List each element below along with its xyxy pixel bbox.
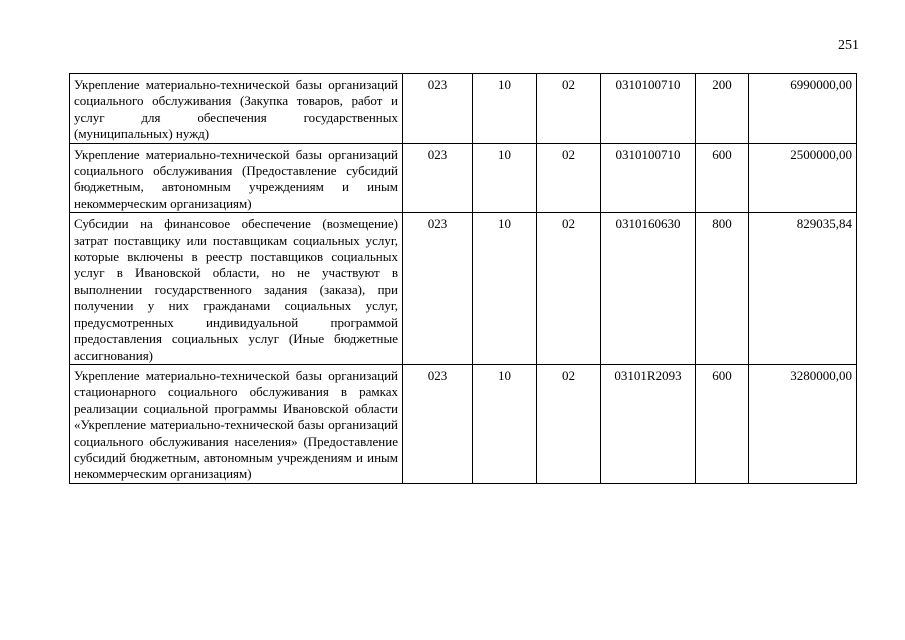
row-subsection-code: 02 <box>537 74 601 144</box>
row-admin-code: 023 <box>403 364 473 483</box>
budget-table <box>69 73 857 484</box>
table-row <box>70 143 857 213</box>
row-description: Укрепление материально-технической базы организаций социального обслуживания (Закупка товаров, работ и услуг для обеспечения государственных (муниципальных) нужд) <box>70 74 403 144</box>
table-row <box>70 74 857 144</box>
row-admin-code: 023 <box>403 213 473 365</box>
row-admin-code: 023 <box>403 143 473 213</box>
row-description: Укрепление материально-технической базы организаций стационарного социального обслуживания в рамках реализации социальной программы Ивановской области «Укрепление материально-технической базы организаций социального обслуживания населения» (Предоставление субсидий бюджетным, автономным учреждениям и иным некоммерческим организациям) <box>70 364 403 483</box>
row-amount: 6990000,00 <box>749 74 857 144</box>
row-subsection-code: 02 <box>537 364 601 483</box>
row-admin-code: 023 <box>403 74 473 144</box>
table-row <box>70 213 857 365</box>
row-section-code: 10 <box>473 213 537 365</box>
row-subsection-code: 02 <box>537 213 601 365</box>
row-expense-type-code: 600 <box>696 364 749 483</box>
row-description: Субсидии на финансовое обеспечение (возмещение) затрат поставщику или поставщикам социальных услуг, которые включены в реестр поставщиков социальных услуг в Ивановской области, но не участвуют в выполнении государственного задания (заказа), при получении у них гражданами социальных услуг, предусмотренных индивидуальной программой предоставления социальных услуг (Иные бюджетные ассигнования) <box>70 213 403 365</box>
row-section-code: 10 <box>473 364 537 483</box>
row-amount: 2500000,00 <box>749 143 857 213</box>
row-subsection-code: 02 <box>537 143 601 213</box>
row-amount: 829035,84 <box>749 213 857 365</box>
row-expense-type-code: 600 <box>696 143 749 213</box>
row-target-code: 03101R2093 <box>601 364 696 483</box>
row-description: Укрепление материально-технической базы организаций социального обслуживания (Предоставление субсидий бюджетным, автономным учреждениям и иным некоммерческим организациям) <box>70 143 403 213</box>
row-section-code: 10 <box>473 143 537 213</box>
row-target-code: 0310100710 <box>601 74 696 144</box>
table-row <box>70 364 857 483</box>
row-amount: 3280000,00 <box>749 364 857 483</box>
row-section-code: 10 <box>473 74 537 144</box>
page-number: 251 <box>838 38 859 53</box>
row-expense-type-code: 800 <box>696 213 749 365</box>
row-target-code: 0310160630 <box>601 213 696 365</box>
row-target-code: 0310100710 <box>601 143 696 213</box>
row-expense-type-code: 200 <box>696 74 749 144</box>
